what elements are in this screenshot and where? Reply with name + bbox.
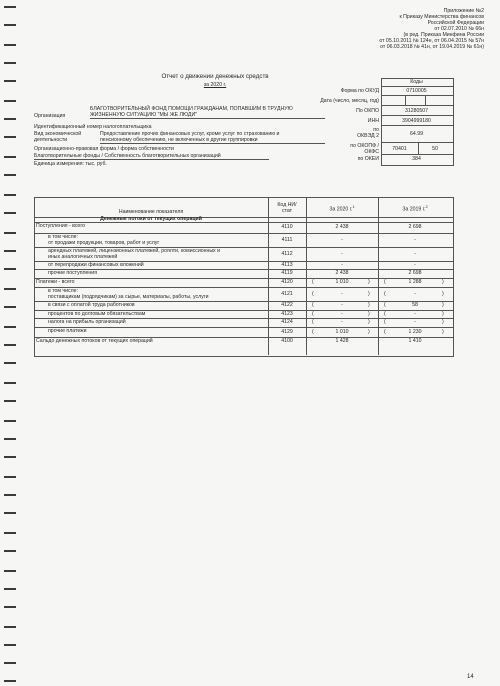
- row-code: 4112: [281, 251, 293, 257]
- open-paren: (: [312, 319, 314, 325]
- binding-mark: [4, 438, 16, 440]
- row-value-2019: -: [414, 291, 416, 297]
- binding-mark: [4, 532, 16, 534]
- open-paren: (: [384, 319, 386, 325]
- binding-mark: [4, 44, 16, 46]
- org-label: Организация: [34, 113, 66, 119]
- binding-mark: [4, 306, 16, 308]
- okopf-label-1: по ОКОПФ /: [350, 143, 379, 149]
- okopf-value: 70401: [392, 146, 407, 152]
- activity-value-2: пенсионному обеспечению, не включенных в другие группировки: [100, 137, 258, 143]
- binding-mark: [4, 80, 16, 82]
- activity-label-1: Вид экономической: [34, 131, 82, 137]
- binding-mark: [4, 174, 16, 176]
- binding-mark: [4, 494, 16, 496]
- org-form-label: Организационно-правовая форма / форма собственности: [34, 146, 174, 152]
- appendix-line-2: к Приказу Министерства финансов: [399, 14, 484, 20]
- row-value-2020: 2 438: [335, 224, 349, 230]
- row-value-2020: 1 010: [335, 279, 349, 285]
- row-value-2020: -: [341, 262, 343, 268]
- row-divider: [34, 327, 453, 328]
- row-value-2019: -: [414, 237, 416, 243]
- row-code: 4124: [281, 319, 293, 325]
- binding-mark: [4, 400, 16, 402]
- row-name-line-2: иных аналогичных платежей: [48, 254, 118, 260]
- binding-mark: [4, 156, 16, 158]
- row-value-2020: 1 428: [335, 338, 349, 344]
- row-value-2019: -: [414, 262, 416, 268]
- row-code: 4111: [281, 237, 293, 243]
- unit-label: Единица измерения: тыс. руб.: [34, 161, 107, 167]
- close-paren: ): [442, 291, 444, 297]
- row-value-2020: -: [341, 237, 343, 243]
- row-name-line-1: Платежи - всего: [36, 279, 75, 285]
- binding-mark: [4, 326, 16, 328]
- report-period: за 2020 г.: [203, 82, 227, 88]
- row-value-2019: 1 410: [408, 338, 422, 344]
- row-name-line-1: от перепродажи финансовых вложений: [48, 262, 144, 268]
- row-value-2019: 2 698: [408, 224, 422, 230]
- binding-mark: [4, 570, 16, 572]
- row-code: 4123: [281, 311, 293, 317]
- row-value-2019: 58: [412, 302, 418, 308]
- okpo-label: По ОКПО: [356, 108, 379, 114]
- okopf-label-2: ОКФС: [364, 149, 379, 155]
- row-value-2020: -: [341, 311, 343, 317]
- open-paren: (: [384, 302, 386, 308]
- okfs-value: 50: [432, 146, 438, 152]
- binding-mark: [4, 550, 16, 552]
- row-code: 4122: [281, 302, 293, 308]
- row-name-line-1: в том числе:: [48, 288, 78, 294]
- close-paren: ): [442, 279, 444, 285]
- binding-mark: [4, 606, 16, 608]
- row-name-line-1: прочие поступления: [48, 270, 97, 276]
- okved-value: 64.99: [410, 131, 423, 137]
- org-form-value: Благотворительные фонды / Собственность благотворительных организаций: [34, 153, 221, 159]
- row-name-line-1: Сальдо денежных потоков от текущих операций: [36, 338, 153, 344]
- close-paren: ): [442, 302, 444, 308]
- binding-mark: [4, 476, 16, 478]
- appendix-line-7: от 06.03.2018 № 41н, от 19.04.2019 № 61н): [380, 44, 484, 50]
- appendix-line-1: Приложение №2: [443, 8, 484, 14]
- binding-mark: [4, 232, 16, 234]
- binding-mark: [4, 118, 16, 120]
- inn-full-label: Идентификационный номер налогоплательщика: [34, 124, 152, 130]
- binding-mark: [4, 644, 16, 646]
- row-name-line-2: от продажи продукции, товаров, работ и услуг: [48, 240, 160, 246]
- appendix-line-5: (в ред. Приказа Минфина России: [403, 32, 484, 38]
- okved-label-1: по: [373, 127, 379, 133]
- close-paren: ): [368, 311, 370, 317]
- row-value-2020: 1 010: [335, 329, 349, 335]
- okei-label: по ОКЕИ: [357, 156, 379, 162]
- report-title: Отчет о движении денежных средств: [161, 73, 269, 80]
- binding-mark: [4, 456, 16, 458]
- row-value-2019: 2 698: [408, 270, 422, 276]
- open-paren: (: [312, 291, 314, 297]
- inn-label: ИНН: [367, 118, 379, 124]
- open-paren: (: [384, 329, 386, 335]
- open-paren: (: [312, 279, 314, 285]
- open-paren: (: [384, 311, 386, 317]
- row-code: 4100: [281, 338, 293, 344]
- okud-value: 0710005: [406, 88, 427, 94]
- appendix-line-6: от 05.10.2011 № 124н, от 06.04.2015 № 57н: [379, 38, 484, 44]
- row-code: 4120: [281, 279, 293, 285]
- okpo-value: 31280507: [404, 108, 429, 114]
- header-2019: За 2019 г.$^2$: [402, 204, 428, 213]
- binding-mark: [4, 344, 16, 346]
- row-name-line-1: в том числе:: [48, 234, 78, 240]
- row-divider: [34, 287, 453, 288]
- close-paren: ): [368, 279, 370, 285]
- row-name-line-2: поставщикам (подрядчикам) за сырье, материалы, работы, услуги: [48, 294, 209, 300]
- row-value-2020: -: [341, 251, 343, 257]
- row-name-line-1: арендных платежей, лицензионных платежей, роялти, комиссионных и: [48, 248, 220, 254]
- row-divider: [34, 233, 453, 234]
- binding-mark: [4, 212, 16, 214]
- row-name-line-1: процентов по долговым обязательствам: [48, 311, 146, 317]
- binding-mark: [4, 588, 16, 590]
- open-paren: (: [312, 311, 314, 317]
- binding-mark: [4, 268, 16, 270]
- close-paren: ): [442, 311, 444, 317]
- row-name-line-1: прочие платежи: [48, 328, 87, 334]
- binding-mark: [4, 136, 16, 138]
- row-value-2020: -: [341, 291, 343, 297]
- close-paren: ): [442, 329, 444, 335]
- binding-mark: [4, 626, 16, 628]
- section-title: Денежные потоки от текущих операций: [100, 216, 202, 222]
- binding-mark: [4, 382, 16, 384]
- org-name-line-1: БЛАГОТВОРИТЕЛЬНЫЙ ФОНД ПОМОЩИ ГРАЖДАНАМ, ПОПАВШИМ В ТРУДНУЮ: [90, 106, 293, 112]
- header-code-1: Код НИ/: [277, 202, 297, 208]
- binding-mark: [4, 680, 16, 682]
- open-paren: (: [312, 302, 314, 308]
- binding-mark: [4, 250, 16, 252]
- okud-label: Форма по ОКУД: [340, 88, 379, 94]
- header-code-2: стат: [281, 208, 293, 214]
- row-value-2020: 2 438: [335, 270, 349, 276]
- header-2020: За 2020 г.$^1$: [329, 204, 355, 213]
- activity-value-1: Предоставление прочих финансовых услуг, кроме услуг по страхованию и: [100, 131, 280, 137]
- close-paren: ): [368, 319, 370, 325]
- row-code: 4110: [281, 224, 293, 230]
- row-value-2020: -: [341, 319, 343, 325]
- close-paren: ): [368, 329, 370, 335]
- row-value-2019: -: [414, 311, 416, 317]
- open-paren: (: [384, 279, 386, 285]
- page-number: 14: [467, 674, 474, 680]
- binding-mark: [4, 24, 16, 26]
- row-value-2019: -: [414, 251, 416, 257]
- binding-mark: [4, 194, 16, 196]
- binding-mark: [4, 62, 16, 64]
- close-paren: ): [368, 302, 370, 308]
- row-value-2019: 1 230: [408, 329, 422, 335]
- open-paren: (: [312, 329, 314, 335]
- binding-mark: [4, 6, 16, 8]
- row-code: 4121: [281, 291, 293, 297]
- close-paren: ): [442, 319, 444, 325]
- binding-strip: [4, 0, 18, 686]
- binding-mark: [4, 662, 16, 664]
- row-value-2020: -: [341, 302, 343, 308]
- codes-header: Коды: [410, 79, 423, 85]
- row-value-2019: 1 288: [408, 279, 422, 285]
- binding-mark: [4, 362, 16, 364]
- binding-mark: [4, 288, 16, 290]
- header-indicator-name: Наименование показателя: [118, 209, 184, 215]
- inn-value: 3904999180: [402, 118, 431, 124]
- okei-value: 384: [412, 156, 421, 162]
- row-code: 4119: [281, 270, 293, 276]
- org-name-line-2: ЖИЗНЕННУЮ СИТУАЦИЮ "МЫ ЖЕ ЛЮДИ": [90, 112, 198, 118]
- close-paren: ): [368, 291, 370, 297]
- appendix-line-4: от 02.07.2010 № 66н: [434, 26, 484, 32]
- row-name-line-1: налога на прибыль организаций: [48, 319, 126, 325]
- activity-label-2: деятельности: [34, 137, 68, 143]
- binding-mark: [4, 420, 16, 422]
- row-value-2019: -: [414, 319, 416, 325]
- row-name-line-1: Поступления - всего: [36, 223, 85, 229]
- row-code: 4129: [281, 329, 293, 335]
- date-label: Дата (число, месяц, год): [320, 98, 379, 104]
- appendix-line-3: Российской Федерации: [427, 20, 484, 26]
- binding-mark: [4, 512, 16, 514]
- row-code: 4113: [281, 262, 293, 268]
- okved-label-2: ОКВЭД 2: [357, 133, 379, 139]
- open-paren: (: [384, 291, 386, 297]
- binding-mark: [4, 100, 16, 102]
- row-name-line-1: в связи с оплатой труда работников: [48, 302, 135, 308]
